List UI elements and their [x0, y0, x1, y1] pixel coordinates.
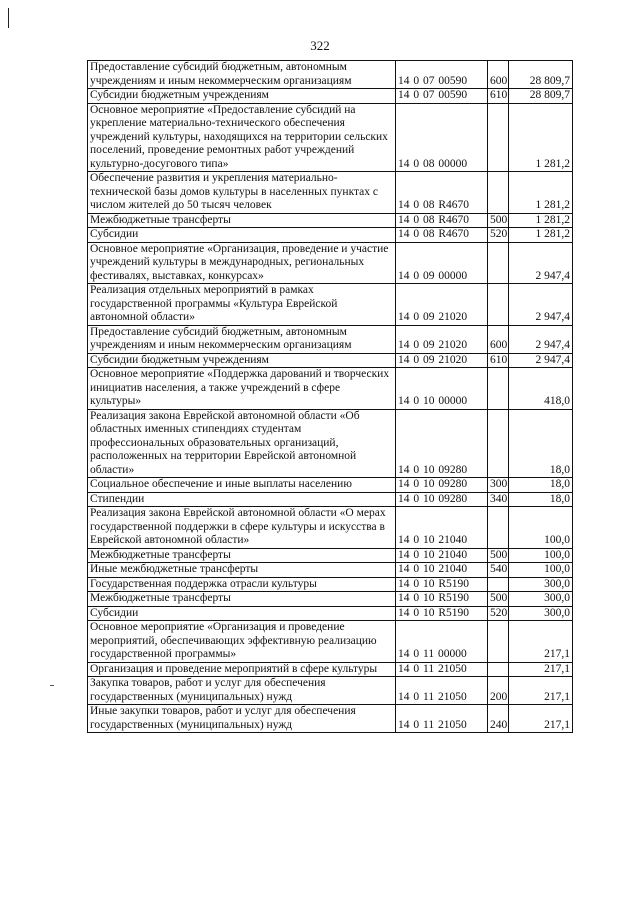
row-expense-type: 500: [488, 213, 509, 228]
row-code: 14 0 10 09280: [396, 478, 488, 493]
row-sum: 217,1: [509, 705, 573, 733]
row-expense-type: 600: [488, 61, 509, 89]
table-row: [88, 89, 573, 104]
row-expense-type: 500: [488, 548, 509, 563]
row-code: 14 0 10 21040: [396, 507, 488, 549]
row-code: 14 0 08 R4670: [396, 172, 488, 214]
row-sum: 300,0: [509, 577, 573, 592]
row-name: Межбюджетные трансферты: [88, 592, 396, 607]
table-row: [88, 213, 573, 228]
table-row: [88, 621, 573, 663]
row-code: 14 0 09 21020: [396, 353, 488, 368]
row-expense-type: 610: [488, 89, 509, 104]
row-code: 14 0 11 21050: [396, 705, 488, 733]
row-expense-type: 520: [488, 606, 509, 621]
row-sum: 2 947,4: [509, 284, 573, 326]
row-sum: 300,0: [509, 592, 573, 607]
row-expense-type: [488, 577, 509, 592]
row-sum: 300,0: [509, 606, 573, 621]
row-name: Организация и проведение мероприятий в сфере культуры: [88, 662, 396, 677]
row-code: 14 0 08 R4670: [396, 228, 488, 243]
row-code: 14 0 10 00000: [396, 368, 488, 410]
row-code: 14 0 07 00590: [396, 89, 488, 104]
table-row: [88, 577, 573, 592]
table-row: [88, 677, 573, 705]
row-name: Основное мероприятие «Организация и проведение мероприятий, обеспечивающих эффективную реализацию государственной программы»: [88, 621, 396, 663]
row-name: Социальное обеспечение и иные выплаты населению: [88, 478, 396, 493]
row-name: Субсидии бюджетным учреждениям: [88, 353, 396, 368]
row-expense-type: [488, 242, 509, 284]
row-code: 14 0 08 R4670: [396, 213, 488, 228]
row-sum: 100,0: [509, 507, 573, 549]
table-row: [88, 592, 573, 607]
table-row: [88, 61, 573, 89]
row-expense-type: 200: [488, 677, 509, 705]
row-expense-type: 610: [488, 353, 509, 368]
table-row: [88, 409, 573, 478]
row-expense-type: [488, 621, 509, 663]
row-expense-type: 600: [488, 325, 509, 353]
row-code: 14 0 10 21040: [396, 563, 488, 578]
row-expense-type: [488, 284, 509, 326]
row-name: Предоставление субсидий бюджетным, автономным учреждениям и иным некоммерческим организациям: [88, 61, 396, 89]
row-sum: 18,0: [509, 492, 573, 507]
row-name: Субсидии бюджетным учреждениям: [88, 89, 396, 104]
row-code: 14 0 10 R5190: [396, 577, 488, 592]
budget-table-body: [88, 61, 573, 733]
table-row: [88, 563, 573, 578]
row-sum: 1 281,2: [509, 213, 573, 228]
row-expense-type: [488, 662, 509, 677]
row-sum: 1 281,2: [509, 103, 573, 172]
row-name: Межбюджетные трансферты: [88, 548, 396, 563]
row-sum: 28 809,7: [509, 61, 573, 89]
table-row: [88, 492, 573, 507]
budget-table: [87, 60, 573, 733]
row-code: 14 0 09 21020: [396, 284, 488, 326]
table-row: [88, 172, 573, 214]
row-name: Основное мероприятие «Предоставление субсидий на укрепление материально-технического обеспечения учреждений культуры, находящихся на территории сельских поселений, проведение ремонтных работ учреждений культурно-досугового типа»: [88, 103, 396, 172]
row-name: Межбюджетные трансферты: [88, 213, 396, 228]
row-name: Государственная поддержка отрасли культуры: [88, 577, 396, 592]
page-number: 322: [310, 38, 330, 53]
row-sum: 28 809,7: [509, 89, 573, 104]
row-code: 14 0 08 00000: [396, 103, 488, 172]
margin-dot: [50, 685, 54, 686]
row-code: 14 0 09 21020: [396, 325, 488, 353]
row-expense-type: [488, 172, 509, 214]
row-sum: 100,0: [509, 563, 573, 578]
row-name: Основное мероприятие «Поддержка дарований и творческих инициатив населения, а также учреждений в сфере культуры»: [88, 368, 396, 410]
row-name: Предоставление субсидий бюджетным, автономным учреждениям и иным некоммерческим организациям: [88, 325, 396, 353]
row-name: Субсидии: [88, 606, 396, 621]
row-code: 14 0 10 R5190: [396, 592, 488, 607]
row-expense-type: 300: [488, 478, 509, 493]
table-row: [88, 507, 573, 549]
row-code: 14 0 10 R5190: [396, 606, 488, 621]
row-sum: 217,1: [509, 662, 573, 677]
row-name: Субсидии: [88, 228, 396, 243]
row-sum: 18,0: [509, 409, 573, 478]
row-name: Стипендии: [88, 492, 396, 507]
row-name: Реализация закона Еврейской автономной области «О мерах государственной поддержки в сфере культуры и искусства в Еврейской автономной области»: [88, 507, 396, 549]
table-row: [88, 228, 573, 243]
row-code: 14 0 11 00000: [396, 621, 488, 663]
edge-mark: [8, 8, 9, 28]
table-row: [88, 705, 573, 733]
row-sum: 18,0: [509, 478, 573, 493]
row-sum: 1 281,2: [509, 228, 573, 243]
row-sum: 2 947,4: [509, 325, 573, 353]
table-row: [88, 368, 573, 410]
table-row: [88, 662, 573, 677]
row-name: Реализация отдельных мероприятий в рамках государственной программы «Культура Еврейской автономной области»: [88, 284, 396, 326]
row-code: 14 0 11 21050: [396, 662, 488, 677]
row-sum: 1 281,2: [509, 172, 573, 214]
row-expense-type: 340: [488, 492, 509, 507]
table-row: [88, 242, 573, 284]
row-sum: 2 947,4: [509, 242, 573, 284]
table-row: [88, 353, 573, 368]
row-expense-type: [488, 368, 509, 410]
row-expense-type: [488, 103, 509, 172]
table-row: [88, 606, 573, 621]
table-row: [88, 478, 573, 493]
row-code: 14 0 10 21040: [396, 548, 488, 563]
row-expense-type: 500: [488, 592, 509, 607]
row-sum: 217,1: [509, 621, 573, 663]
row-expense-type: 520: [488, 228, 509, 243]
row-name: Закупка товаров, работ и услуг для обеспечения государственных (муниципальных) нужд: [88, 677, 396, 705]
table-row: [88, 548, 573, 563]
table-row: [88, 284, 573, 326]
row-expense-type: 540: [488, 563, 509, 578]
row-name: Реализация закона Еврейской автономной области «Об областных именных стипендиях студентам профессиональных образовательных организаций, расположенных на территории Еврейской автономной области»: [88, 409, 396, 478]
row-name: Иные закупки товаров, работ и услуг для обеспечения государственных (муниципальных) нужд: [88, 705, 396, 733]
row-sum: 418,0: [509, 368, 573, 410]
row-code: 14 0 11 21050: [396, 677, 488, 705]
row-sum: 2 947,4: [509, 353, 573, 368]
table-row: [88, 103, 573, 172]
row-code: 14 0 10 09280: [396, 492, 488, 507]
row-code: 14 0 09 00000: [396, 242, 488, 284]
table-row: [88, 325, 573, 353]
row-expense-type: [488, 409, 509, 478]
row-name: Основное мероприятие «Организация, проведение и участие учреждений культуры в международных, региональных фестивалях, выставках, конкурсах»: [88, 242, 396, 284]
row-name: Обеспечение развития и укрепления материально-технической базы домов культуры в населенных пунктах с числом жителей до 50 тысяч человек: [88, 172, 396, 214]
row-expense-type: 240: [488, 705, 509, 733]
row-expense-type: [488, 507, 509, 549]
row-sum: 100,0: [509, 548, 573, 563]
row-name: Иные межбюджетные трансферты: [88, 563, 396, 578]
row-code: 14 0 07 00590: [396, 61, 488, 89]
row-code: 14 0 10 09280: [396, 409, 488, 478]
row-sum: 217,1: [509, 677, 573, 705]
